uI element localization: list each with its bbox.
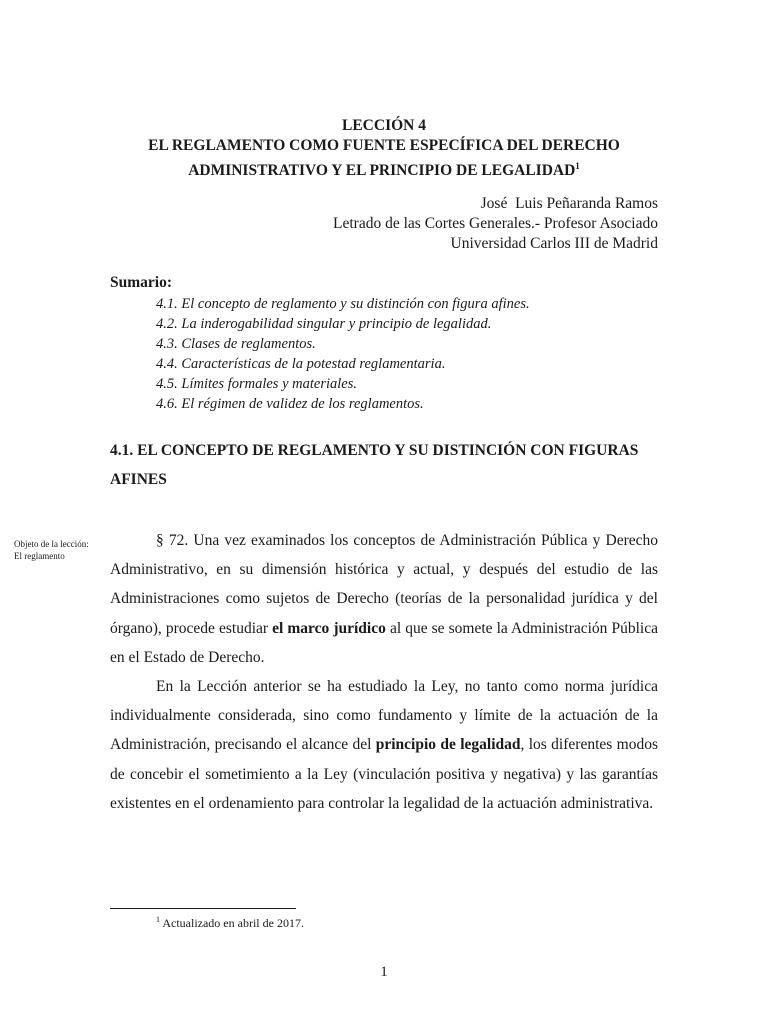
summary-item: 4.6. El régimen de validez de los reglamentos. bbox=[156, 396, 424, 412]
margin-note: Objeto de la lección: El reglamento bbox=[14, 539, 89, 561]
author-name: José Luis Peñaranda Ramos bbox=[480, 195, 658, 212]
summary-item: 4.1. El concepto de reglamento y su distinción con figura afines. bbox=[156, 296, 530, 312]
body-text bbox=[110, 526, 658, 818]
author-position: Letrado de las Cortes Generales.- Profesor Asociado bbox=[333, 215, 658, 232]
summary-item: 4.5. Límites formales y materiales. bbox=[156, 376, 357, 392]
summary-heading: Sumario: bbox=[110, 274, 172, 291]
paragraph-2: En la Lección anterior se ha estudiado la Ley, no tanto como norma jurídica individualmente considerada, sino como fundamento y límite de la actuación de la Administración, precisando el alcance del principio de legalidad, los diferentes modos de concebir el sometimiento a la Ley (vinculación positiva y negativa) y las garantías existentes en el ordenamiento para controlar la legalidad de la actuación administrativa. bbox=[110, 678, 658, 812]
footnote-text: Actualizado en abril de 2017. bbox=[160, 916, 304, 930]
footnote-marker: 1 bbox=[156, 915, 160, 924]
summary-item: 4.3. Clases de reglamentos. bbox=[156, 336, 316, 352]
footnote-divider bbox=[110, 908, 296, 909]
section-heading: 4.1. EL CONCEPTO DE REGLAMENTO Y SU DISTINCIÓN CON FIGURAS AFINES bbox=[110, 442, 639, 488]
footnote bbox=[156, 915, 304, 931]
author-university: Universidad Carlos III de Madrid bbox=[450, 235, 658, 252]
summary-item: 4.2. La inderogabilidad singular y principio de legalidad. bbox=[156, 316, 492, 332]
title-block bbox=[110, 116, 658, 181]
summary-list bbox=[156, 294, 530, 414]
footnote-reference[interactable]: 1 bbox=[575, 161, 580, 171]
lesson-number: LECCIÓN 4 bbox=[342, 117, 426, 134]
title-line-1: EL REGLAMENTO COMO FUENTE ESPECÍFICA DEL DERECHO bbox=[148, 137, 620, 154]
title-line-2: ADMINISTRATIVO Y EL PRINCIPIO DE LEGALIDAD$^1$ bbox=[188, 161, 580, 180]
bold-phrase: principio de legalidad bbox=[375, 736, 521, 754]
paragraph-1: § 72. Una vez examinados los conceptos de Administración Pública y Derecho Administrativo, en su dimensión histórica y actual, y después del estudio de las Administraciones como sujetos de Derecho (teorías de la personalidad jurídica y del órgano), procede estudiar el marco jurídico al que se somete la Administración Pública en el Estado de Derecho. bbox=[110, 532, 658, 666]
bold-phrase: el marco jurídico bbox=[272, 619, 386, 637]
summary-item: 4.4. Características de la potestad reglamentaria. bbox=[156, 356, 446, 372]
page-number: 1 bbox=[380, 964, 388, 980]
author-block bbox=[333, 194, 658, 254]
